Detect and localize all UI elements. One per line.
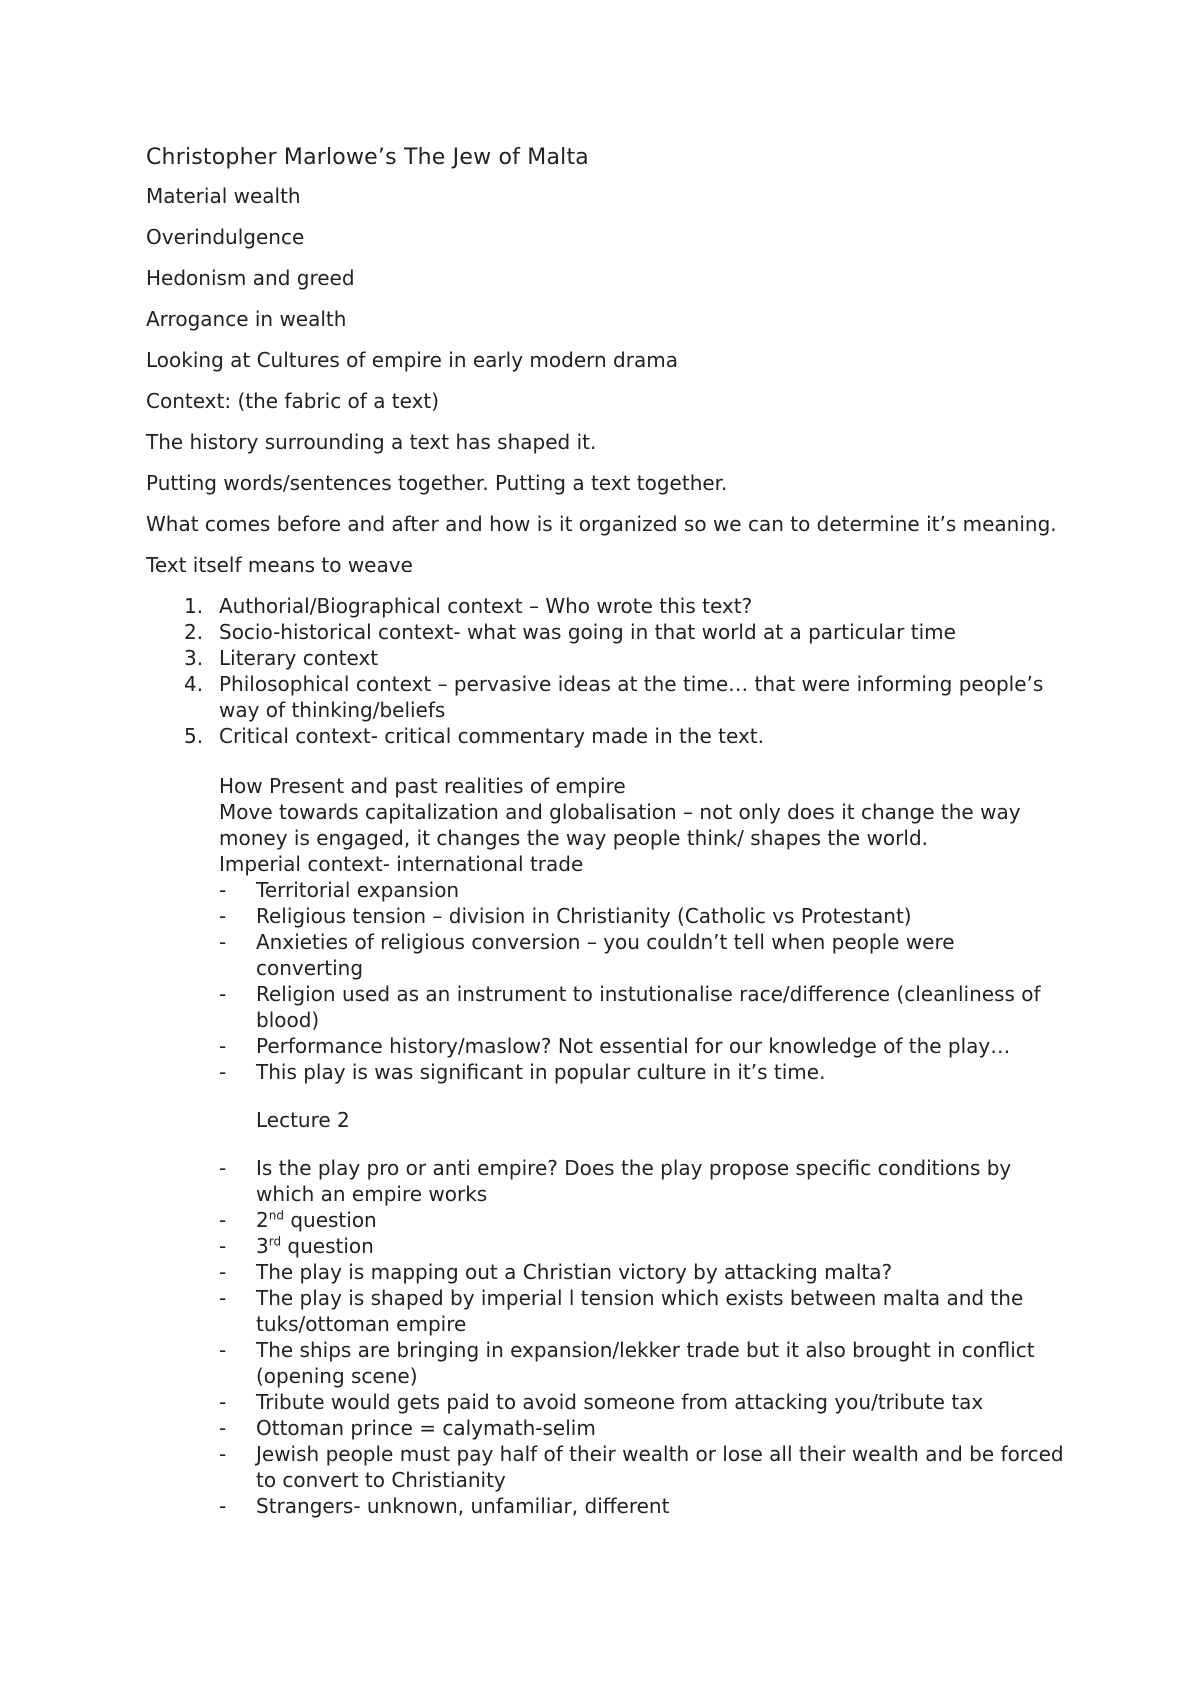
list-item-text: Performance history/maslow? Not essential for our knowledge of the play…: [256, 1034, 1011, 1058]
paragraph-arrogance: Arrogance in wealth: [146, 307, 347, 331]
list-item: [146, 1059, 1066, 1085]
list-item-text: Literary context: [219, 646, 379, 670]
imperial-dash-list: [146, 877, 1066, 1085]
list-item-text: Territorial expansion: [256, 878, 460, 902]
list-item: [146, 1155, 1066, 1207]
list-dash: -: [219, 1156, 227, 1180]
list-dash: -: [219, 1416, 227, 1440]
ordinal-suffix: rd: [268, 1234, 282, 1249]
paragraph-cultures-of-empire: Looking at Cultures of empire in early modern drama: [146, 348, 678, 372]
list-dash: -: [219, 1494, 227, 1518]
list-dash: -: [219, 1060, 227, 1084]
list-number: 4.: [184, 672, 204, 696]
paragraph-overindulgence: Overindulgence: [146, 225, 305, 249]
list-item: [146, 929, 1066, 981]
list-item-text: The play is mapping out a Christian victory by attacking malta?: [256, 1260, 893, 1284]
list-dash: -: [219, 1034, 227, 1058]
ordinal-suffix: nd: [268, 1208, 284, 1223]
list-item: [146, 593, 1066, 619]
empire-imperial-context: Imperial context- international trade: [219, 852, 584, 876]
list-item-text: Tribute would gets paid to avoid someone from attacking you/tribute tax: [256, 1390, 984, 1414]
paragraph-material-wealth: Material wealth: [146, 184, 301, 208]
paragraph-context: Context: (the fabric of a text): [146, 389, 440, 413]
list-item: [146, 1337, 1066, 1389]
list-item: [146, 1207, 1066, 1233]
list-dash: -: [219, 1234, 227, 1258]
paragraph-putting-words: Putting words/sentences together. Putting a text together.: [146, 471, 728, 495]
list-dash: -: [219, 1442, 227, 1466]
list-item-text: Is the play pro or anti empire? Does the play propose specific conditions by which an empire works: [256, 1156, 1012, 1206]
list-item-text: Socio-historical context- what was going in that world at a particular time: [219, 620, 956, 644]
context-numbered-list: [146, 593, 1066, 749]
paragraph-before-after: What comes before and after and how is it organized so we can to determine it’s meaning.: [146, 512, 1057, 536]
list-item-text: The ships are bringing in expansion/lekker trade but it also brought in conflict (opening scene): [256, 1338, 1035, 1388]
list-item: [146, 645, 1066, 671]
list-number: 5.: [184, 724, 204, 748]
list-item-text: Critical context- critical commentary made in the text.: [219, 724, 764, 748]
empire-capitalization: Move towards capitalization and globalisation – not only does it change the way money is engaged, it changes the way people think/ shapes the world.: [219, 800, 1021, 850]
list-item: [146, 1033, 1066, 1059]
document-body: [146, 143, 1066, 1519]
list-item-text: Ottoman prince = calymath-selim: [256, 1416, 596, 1440]
question-number: 2: [256, 1208, 269, 1232]
paragraph-history: The history surrounding a text has shaped it.: [146, 430, 597, 454]
list-item-text: Strangers- unknown, unfamiliar, different: [256, 1494, 670, 1518]
list-dash: -: [219, 904, 227, 928]
list-number: 3.: [184, 646, 204, 670]
list-number: 1.: [184, 594, 204, 618]
list-item-text: Philosophical context – pervasive ideas at the time… that were informing people’s way of thinking/beliefs: [219, 672, 1044, 722]
list-dash: -: [219, 1286, 227, 1310]
list-item: [146, 1233, 1066, 1259]
paragraph-hedonism: Hedonism and greed: [146, 266, 355, 290]
question-label: question: [283, 1208, 377, 1232]
list-dash: -: [219, 1260, 227, 1284]
list-item-text: Religion used as an instrument to instutionalise race/difference (cleanliness of blood): [256, 982, 1041, 1032]
list-dash: -: [219, 982, 227, 1006]
list-item-text: Authorial/Biographical context – Who wrote this text?: [219, 594, 753, 618]
lecture-2-heading: Lecture 2: [256, 1108, 350, 1132]
list-item-text: Jewish people must pay half of their wealth or lose all their wealth and be forced to convert to Christianity: [256, 1442, 1064, 1492]
list-item: [146, 1441, 1066, 1493]
list-item: [146, 671, 1066, 723]
lecture-2-dash-list: [146, 1155, 1066, 1519]
document-title: Christopher Marlowe’s The Jew of Malta: [146, 145, 589, 170]
list-dash: -: [219, 1338, 227, 1362]
empire-heading: How Present and past realities of empire: [219, 774, 626, 798]
list-item: [146, 1389, 1066, 1415]
list-item: [146, 1415, 1066, 1441]
question-label: question: [281, 1234, 374, 1258]
list-dash: -: [219, 930, 227, 954]
list-item-text: Anxieties of religious conversion – you couldn’t tell when people were converting: [256, 930, 955, 980]
list-item: [146, 723, 1066, 749]
empire-block: [219, 773, 1066, 877]
list-item: [146, 877, 1066, 903]
list-item: [146, 1259, 1066, 1285]
list-number: 2.: [184, 620, 204, 644]
paragraph-text-weave: Text itself means to weave: [146, 553, 413, 577]
list-dash: -: [219, 1208, 227, 1232]
list-dash: -: [219, 1390, 227, 1414]
list-item: [146, 981, 1066, 1033]
question-number: 3: [256, 1234, 269, 1258]
list-dash: -: [219, 878, 227, 902]
list-item-text: This play is was significant in popular culture in it’s time.: [256, 1060, 826, 1084]
list-item-text: The play is shaped by imperial l tension which exists between malta and the tuks/ottoman empire: [256, 1286, 1024, 1336]
list-item: [146, 619, 1066, 645]
list-item: [146, 903, 1066, 929]
list-item: [146, 1285, 1066, 1337]
list-item: [146, 1493, 1066, 1519]
list-item-text: Religious tension – division in Christianity (Catholic vs Protestant): [256, 904, 912, 928]
